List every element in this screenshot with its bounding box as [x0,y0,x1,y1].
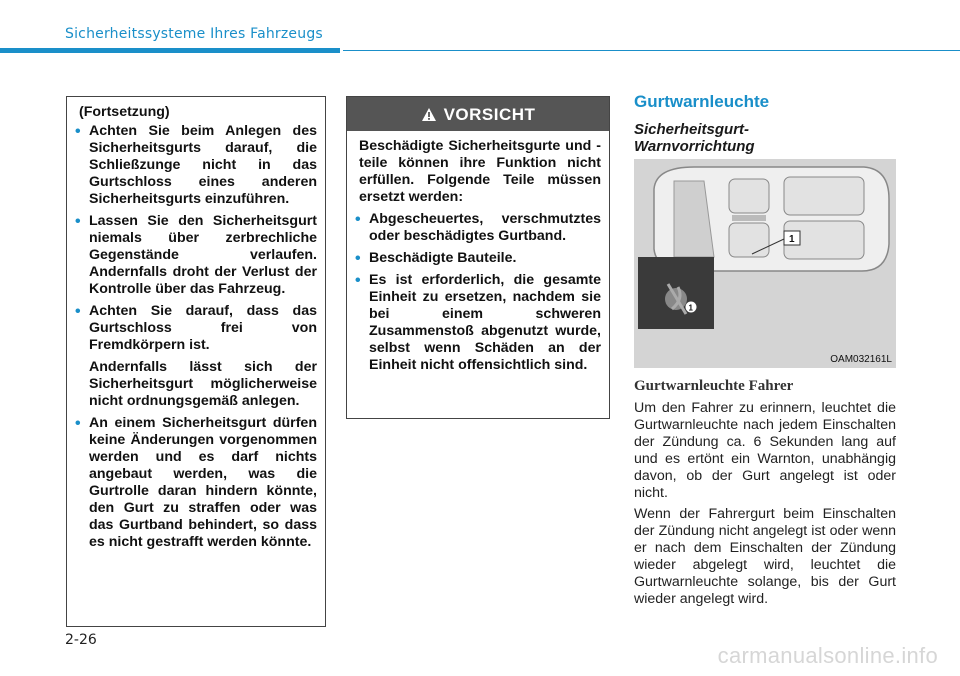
list-item: • Es ist erforderlich, die gesamte Einheit zu ersetzen, nachdem sie bei einem schweren Zusammenstoß abgenutzt wurde, selbst wenn Schäden an der Einheit nicht offensichtlich sind. [359,272,601,374]
list-item-continuation: Andernfalls lässt sich der Sicherheitsgurt möglicherweise nicht ordnungsgemäß anlegen. [89,359,317,409]
header-rule-thin [343,50,960,51]
paragraph: Wenn der Fahrergurt beim Einschalten der Zündung nicht angelegt ist oder wenn er nach dem Einschalten der Zündung wieder abgelegt wird, leuchtet die Gurtwarnleuchte solange, bis der Gurt wieder angelegt wird. [634,506,896,607]
caution-box [346,96,610,419]
list-item: • Achten Sie beim Anlegen des Sicherheitsgurts darauf, die Schließzunge nicht in das Gurtschloss eines anderen Sicherheitsgurts einzuführen. [79,123,317,208]
section-title: Sicherheitssysteme Ihres Fahrzeugs [65,26,323,42]
subtitle: Sicherheitsgurt-Warnvorrichtung [634,121,755,155]
list-item: • Achten Sie darauf, dass das Gurtschloss frei von Fremdkörpern ist. [79,303,317,354]
header-rule-thick [0,48,340,53]
warning-triangle-icon [421,107,437,122]
page-number: 2-26 [65,632,97,648]
svg-text:1: 1 [789,234,795,245]
caution-intro: Beschädigte Sicherheitsgurte und -teile können ihre Funktion nicht erfüllen. Folgende Teile müssen ersetzt werden: [359,138,601,205]
list-item: • Abgescheuertes, verschmutztes oder beschädigtes Gurtband. [359,211,601,245]
watermark: carmanualsonline.info [717,643,938,668]
section-heading: Gurtwarnleuchte Fahrer [634,378,794,394]
figure-code: OAM032161L [830,354,892,365]
list-item: • An einem Sicherheitsgurt dürfen keine Änderungen vorgenommen werden und es darf nichts angebaut werden, was die Gurtrolle daran hindern könnte, den Gurt zu straffen oder was das Gurtband behindert, so dass es nicht gestrafft werden könnte. [79,415,317,551]
car-interior-illustration [634,159,896,368]
caution-header [347,97,609,131]
caution-title: VORSICHT [443,104,536,124]
list-item: • Beschädigte Bauteile. [359,250,601,267]
continued-notice-box [66,96,326,627]
seatbelt-warning-figure [634,159,896,368]
svg-text:1: 1 [688,303,693,313]
list-item: • Lassen Sie den Sicherheitsgurt niemals über zerbrechliche Gegenstände verlaufen. Andernfalls droht der Verlust der Kontrolle über das Fahrzeug. [79,213,317,298]
paragraph: Um den Fahrer zu erinnern, leuchtet die Gurtwarnleuchte nach jedem Einschalten der Zündung ca. 6 Sekunden lang auf und es ertönt ein Warnton, unabhängig davon, ob der Gurt angelegt ist oder nicht. [634,400,896,501]
page-title: Gurtwarnleuchte [634,92,770,111]
continued-heading: (Fortsetzung) [79,104,170,120]
